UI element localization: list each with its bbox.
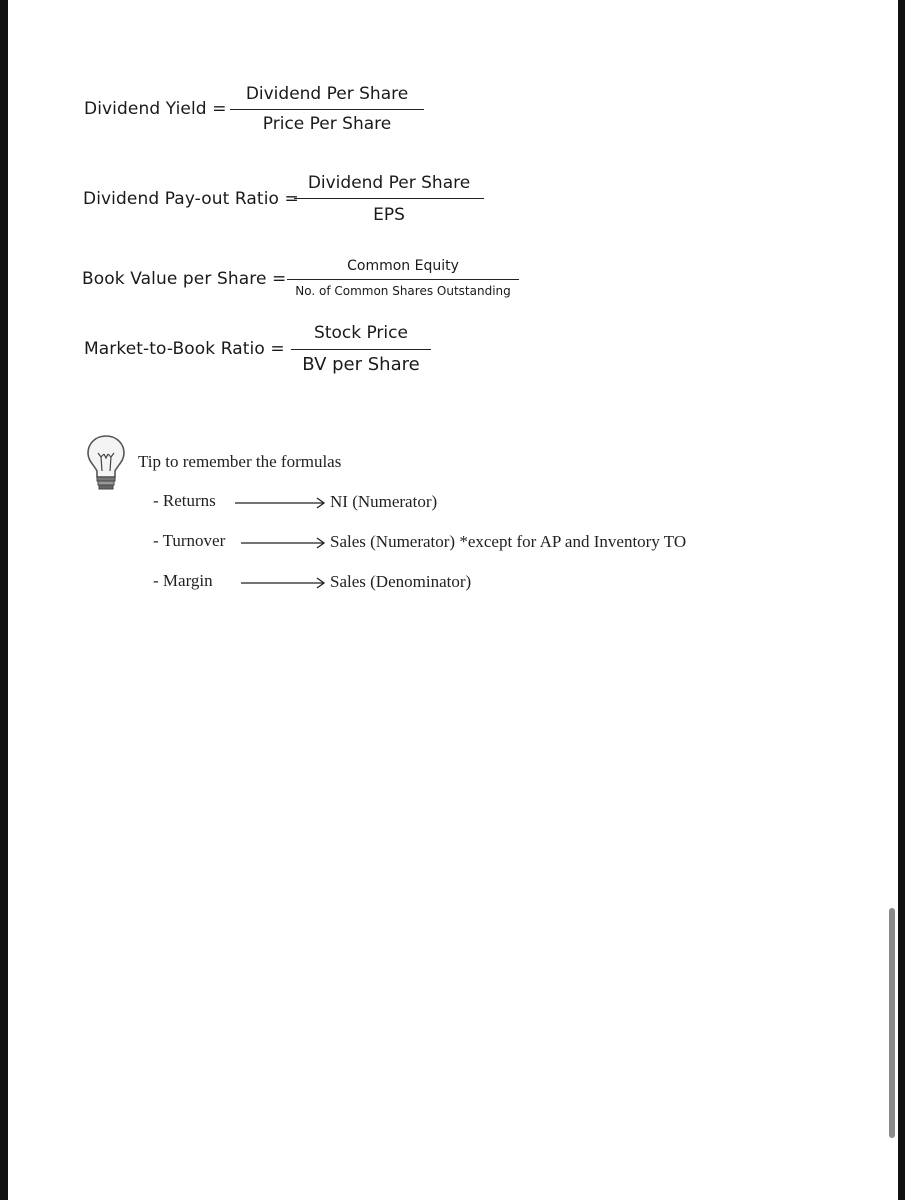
formula-label: Market-to-Book Ratio = [84,339,285,359]
fraction [294,173,484,229]
arrow-icon [235,496,327,515]
numerator: Stock Price [314,323,408,343]
document-page [8,0,898,1200]
formula-label: Book Value per Share = [82,269,287,289]
numerator: Dividend Per Share [245,84,409,104]
fraction [230,84,424,140]
tip-meaning: Sales (Denominator) [330,572,472,591]
tip-meaning: Sales (Numerator) *except for AP and Inventory TO [330,532,687,551]
fraction-bar [291,349,431,350]
lightbulb-icon [84,433,128,493]
denominator: EPS [373,205,405,225]
tip-term: - Turnover [153,531,226,550]
vertical-scrollbar[interactable] [889,908,895,1138]
formula-label: Dividend Pay-out Ratio = [83,189,299,209]
fraction-bar [294,198,484,199]
denominator: Price Per Share [262,114,392,134]
tip-meaning: NI (Numerator) [330,492,438,511]
fraction-bar [230,109,424,110]
arrow-icon [241,576,327,595]
formula-label: Dividend Yield = [84,99,227,119]
fraction [291,323,431,381]
fraction-bar [287,279,519,280]
fraction [287,258,519,306]
numerator: Dividend Per Share [307,173,471,193]
tip-term: - Returns [153,491,216,510]
tip-title: Tip to remember the formulas [138,452,342,471]
numerator: Common Equity [347,258,459,274]
tip-term: - Margin [153,571,213,590]
arrow-icon [241,536,327,555]
denominator: No. of Common Shares Outstanding [295,284,511,298]
denominator: BV per Share [302,354,420,375]
